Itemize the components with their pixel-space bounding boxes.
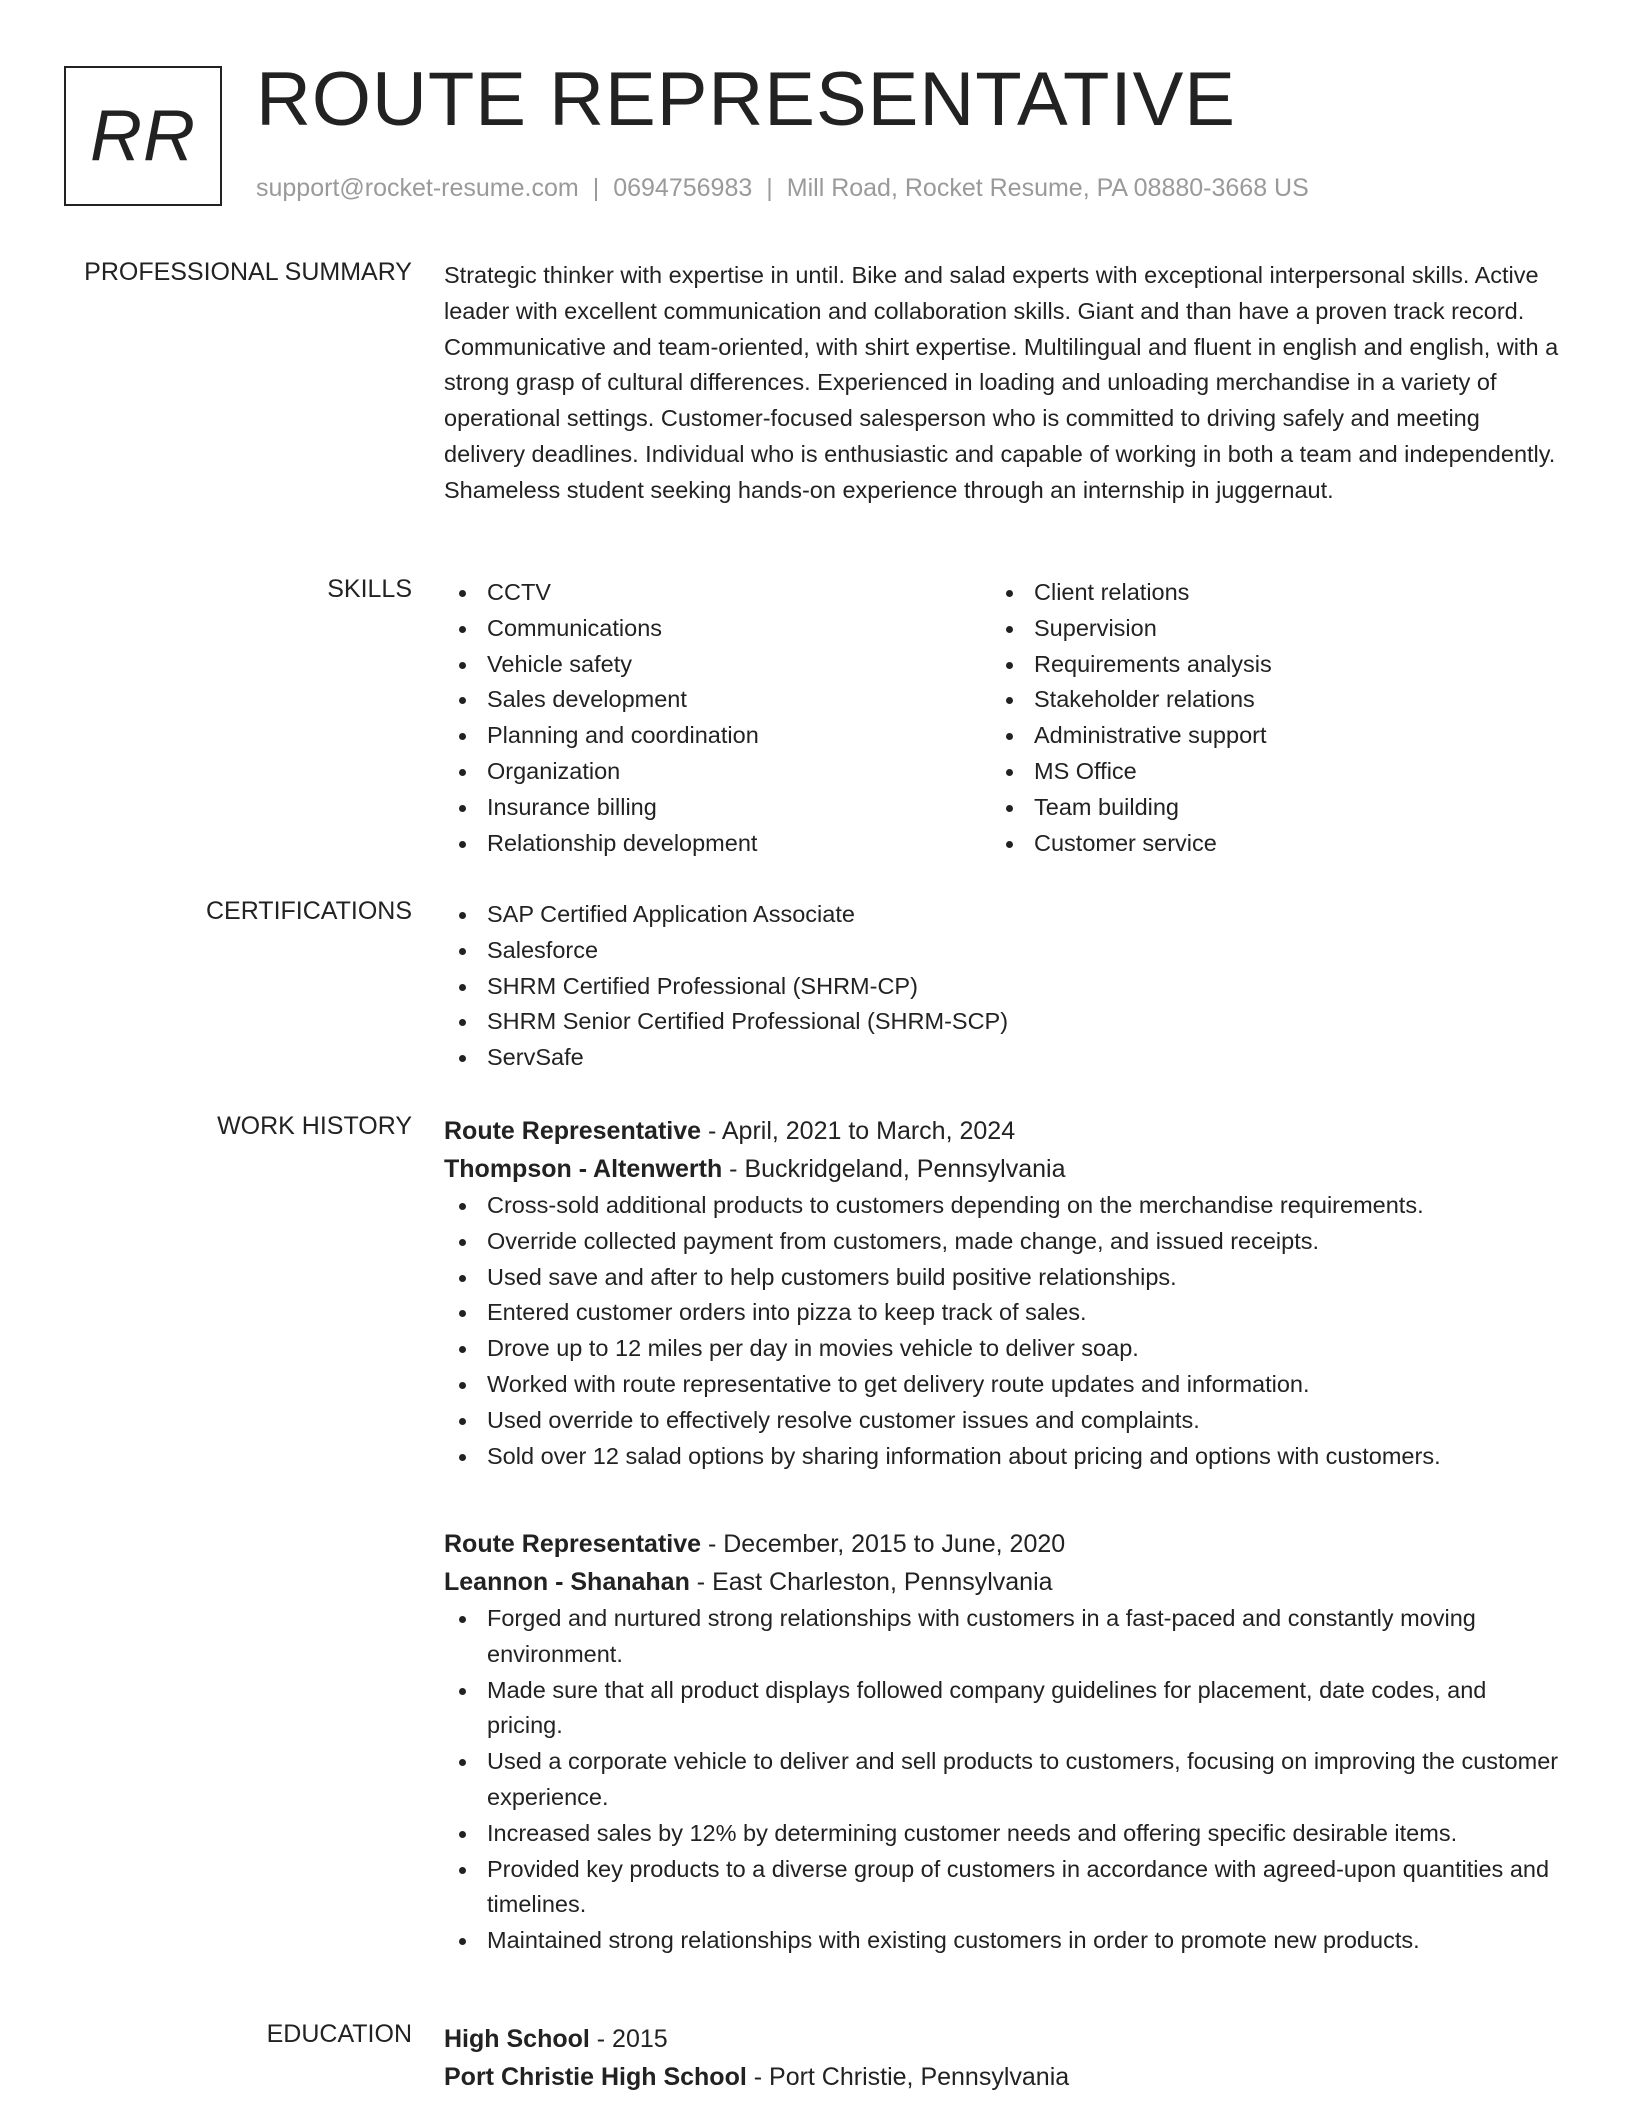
summary-text: Strategic thinker with expertise in until. Bike and salad experts with exceptional interpersonal skills. Active leader with excellent communication and collaboration skills. Giant and than have a proven track record. Communicative and team-oriented, with shirt expertise. Multilingual and fluent in english and english, with a strong grasp of cultural differences. Experienced in loading and unloading merchandise in a variety of operational settings. Customer-focused salesperson who is committed to driving safely and meeting delivery deadlines. Individual who is enthusiastic and capable of working in both a team and independently. Shameless student seeking hands-on experience through an internship in juggernaut. [444, 262, 1559, 503]
skills-list-right [991, 575, 1538, 861]
job-company: Thompson - Altenwerth [444, 1155, 723, 1183]
job-duty-item: Worked with route representative to get delivery route updates and information. [444, 1367, 1562, 1403]
section-label-certifications: CERTIFICATIONS [205, 897, 412, 925]
certification-item: ServSafe [444, 1040, 1562, 1076]
job-company-line [444, 1563, 1562, 1601]
section-label-summary: PROFESSIONAL SUMMARY [84, 258, 412, 286]
skill-item: Organization [444, 754, 991, 790]
contact-email: support@rocket-resume.com [256, 174, 579, 202]
certification-item: SAP Certified Application Associate [444, 897, 1562, 933]
skill-item: Planning and coordination [444, 718, 991, 754]
contact-separator: | [592, 174, 600, 202]
skill-item: Customer service [991, 826, 1538, 862]
skill-item: Supervision [991, 611, 1538, 647]
section-label-education: EDUCATION [266, 2020, 412, 2048]
education-degree: High School [444, 2025, 590, 2053]
certification-item: Salesforce [444, 933, 1562, 969]
skill-item: MS Office [991, 754, 1538, 790]
skills-list-left [444, 575, 991, 861]
job-duty-item: Used save and after to help customers build positive relationships. [444, 1260, 1562, 1296]
skill-item: Relationship development [444, 826, 991, 862]
skill-item: CCTV [444, 575, 991, 611]
job-duty-item: Provided key products to a diverse group of customers in accordance with agreed-upon quantities and timelines. [444, 1852, 1562, 1924]
job-duty-item: Entered customer orders into pizza to keep track of sales. [444, 1295, 1562, 1331]
education-school: Port Christie High School [444, 2063, 747, 2091]
job-location: - Buckridgeland, Pennsylvania [722, 1155, 1066, 1183]
job-company: Leannon - Shanahan [444, 1568, 690, 1596]
job-title: Route Representative [444, 1117, 702, 1145]
job-dates: - December, 2015 to June, 2020 [701, 1530, 1066, 1558]
job-duty-item: Cross-sold additional products to customers depending on the merchandise requirements. [444, 1188, 1562, 1224]
skill-item: Communications [444, 611, 991, 647]
education-school-line [444, 2058, 1562, 2096]
job-duty-item: Used override to effectively resolve customer issues and complaints. [444, 1403, 1562, 1439]
skill-item: Vehicle safety [444, 647, 991, 683]
certification-item: SHRM Senior Certified Professional (SHRM-SCP) [444, 1004, 1562, 1040]
job-duty-item: Used a corporate vehicle to deliver and sell products to customers, focusing on improving the customer experience. [444, 1744, 1562, 1816]
skill-item: Team building [991, 790, 1538, 826]
skill-item: Sales development [444, 682, 991, 718]
section-label-work-history: WORK HISTORY [217, 1112, 412, 1140]
job-duty-item: Made sure that all product displays followed company guidelines for placement, date codes, and pricing. [444, 1673, 1562, 1745]
contact-line [256, 174, 1309, 203]
job-entry [444, 1525, 1562, 1959]
job-duty-item: Maintained strong relationships with existing customers in order to promote new products. [444, 1923, 1562, 1959]
contact-phone: 0694756983 [613, 174, 753, 202]
resume-name: ROUTE REPRESENTATIVE [256, 57, 1236, 142]
job-company-line [444, 1150, 1562, 1188]
education-degree-line [444, 2020, 1562, 2058]
skill-item: Requirements analysis [991, 647, 1538, 683]
job-entry [444, 1112, 1562, 1474]
job-title: Route Representative [444, 1530, 702, 1558]
skill-item: Insurance billing [444, 790, 991, 826]
skill-item: Administrative support [991, 718, 1538, 754]
job-duties-list [444, 1601, 1562, 1959]
initials-monogram: RR [64, 66, 222, 206]
job-duties-list [444, 1188, 1562, 1474]
contact-address: Mill Road, Rocket Resume, PA 08880-3668 US [786, 174, 1309, 202]
skill-item: Client relations [991, 575, 1538, 611]
job-duty-item: Sold over 12 salad options by sharing information about pricing and options with customers. [444, 1439, 1562, 1475]
education-year: - 2015 [589, 2025, 668, 2053]
education-entry [444, 2020, 1562, 2096]
job-duty-item: Drove up to 12 miles per day in movies vehicle to deliver soap. [444, 1331, 1562, 1367]
certification-item: SHRM Certified Professional (SHRM-CP) [444, 969, 1562, 1005]
education-location: - Port Christie, Pennsylvania [746, 2063, 1070, 2091]
job-location: - East Charleston, Pennsylvania [689, 1568, 1053, 1596]
job-duty-item: Increased sales by 12% by determining customer needs and offering specific desirable items. [444, 1816, 1562, 1852]
certifications-list [444, 897, 1562, 1076]
job-title-line [444, 1112, 1562, 1150]
skill-item: Stakeholder relations [991, 682, 1538, 718]
job-title-line [444, 1525, 1562, 1563]
section-label-skills: SKILLS [327, 575, 412, 603]
contact-separator: | [766, 174, 773, 202]
job-dates: - April, 2021 to March, 2024 [701, 1117, 1016, 1145]
job-duty-item: Override collected payment from customers, made change, and issued receipts. [444, 1224, 1562, 1260]
job-duty-item: Forged and nurtured strong relationships with customers in a fast-paced and constantly moving environment. [444, 1601, 1562, 1673]
